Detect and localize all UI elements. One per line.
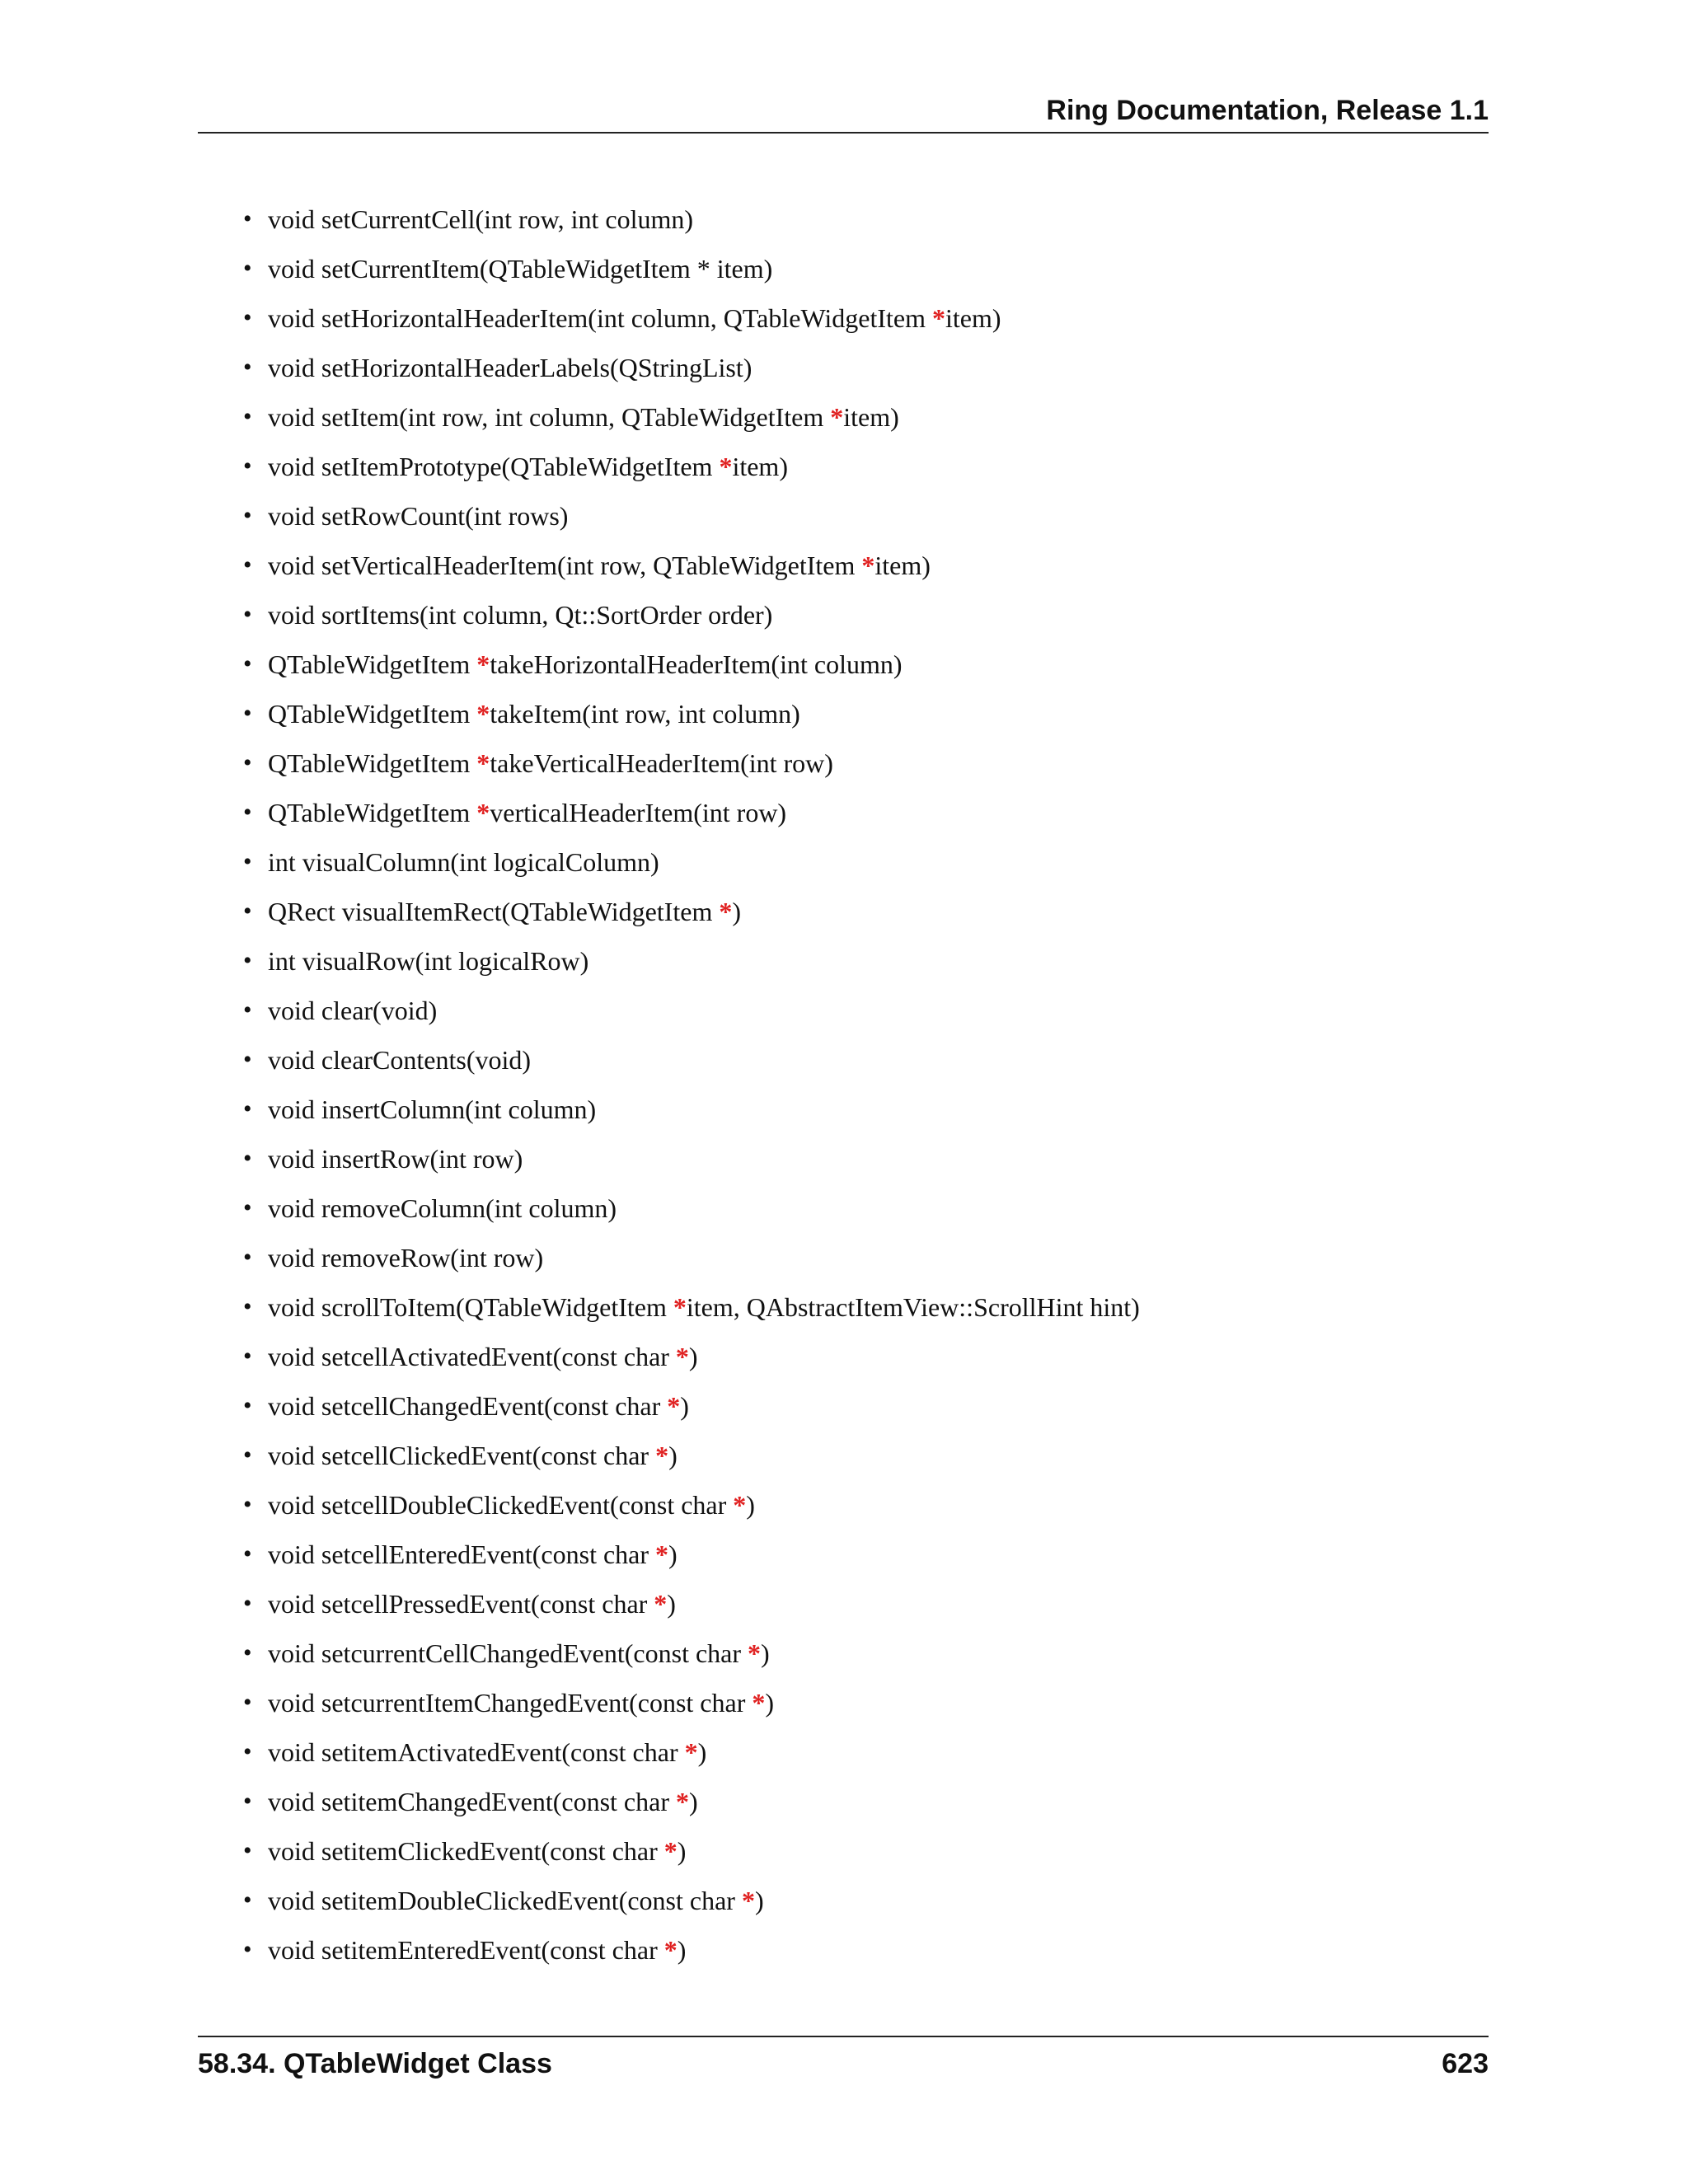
list-item bbox=[243, 1826, 1140, 1876]
method-signature-text: void setVerticalHeaderItem(int row, QTableWidgetItem bbox=[268, 551, 862, 580]
bullet-icon: • bbox=[243, 1441, 252, 1469]
bullet-icon: • bbox=[243, 1343, 252, 1370]
list-item bbox=[243, 689, 1140, 738]
bullet-icon: • bbox=[243, 1046, 252, 1073]
document-title: Ring Documentation, Release 1.1 bbox=[1046, 95, 1489, 126]
method-signature-text: void setitemChangedEvent(const char bbox=[268, 1787, 676, 1816]
method-signature-text: void setcurrentCellChangedEvent(const char bbox=[268, 1638, 748, 1668]
method-signature-tail: ) bbox=[680, 1391, 689, 1421]
list-item bbox=[243, 590, 1140, 640]
pointer-asterisk: * bbox=[663, 1836, 678, 1866]
method-signature-text: void setitemEnteredEvent(const char bbox=[268, 1935, 664, 1965]
bullet-icon: • bbox=[243, 1837, 252, 1864]
method-signature-tail: ) bbox=[754, 1886, 764, 1915]
list-item bbox=[243, 491, 1140, 541]
method-signature-text: void setcellActivatedEvent(const char bbox=[268, 1342, 676, 1371]
method-signature-text: QTableWidgetItem bbox=[268, 748, 477, 778]
list-item bbox=[243, 392, 1140, 442]
list-item bbox=[243, 194, 1140, 244]
bullet-icon: • bbox=[243, 898, 252, 925]
bullet-icon: • bbox=[243, 1293, 252, 1320]
bullet-icon: • bbox=[243, 1788, 252, 1815]
pointer-asterisk: * bbox=[655, 1540, 669, 1569]
method-signature-text: void setRowCount(int rows) bbox=[268, 501, 569, 531]
list-item bbox=[243, 1777, 1140, 1826]
list-item bbox=[243, 837, 1140, 887]
pointer-asterisk: * bbox=[476, 649, 490, 679]
method-signature-tail: takeHorizontalHeaderItem(int column) bbox=[490, 649, 903, 679]
pointer-asterisk: * bbox=[667, 1391, 681, 1421]
bullet-icon: • bbox=[243, 1689, 252, 1716]
method-signature-tail: verticalHeaderItem(int row) bbox=[490, 798, 787, 827]
page-number: 623 bbox=[1442, 2048, 1489, 2079]
method-signature-tail: takeItem(int row, int column) bbox=[490, 699, 800, 729]
bullet-icon: • bbox=[243, 947, 252, 974]
method-signature-text: void setCurrentCell(int row, int column) bbox=[268, 204, 694, 234]
pointer-asterisk: * bbox=[741, 1886, 755, 1915]
bullet-icon: • bbox=[243, 255, 252, 282]
bullet-icon: • bbox=[243, 601, 252, 628]
method-signature-text: void setItem(int row, int column, QTableWidgetItem bbox=[268, 402, 831, 432]
bullet-icon: • bbox=[243, 205, 252, 232]
list-item bbox=[243, 1629, 1140, 1678]
method-signature-tail: takeVerticalHeaderItem(int row) bbox=[490, 748, 833, 778]
method-signature-text: void setHorizontalHeaderItem(int column, QTableWidgetItem bbox=[268, 303, 932, 333]
pointer-asterisk: * bbox=[830, 402, 844, 432]
list-item bbox=[243, 343, 1140, 392]
list-item bbox=[243, 1727, 1140, 1777]
list-item bbox=[243, 936, 1140, 986]
pointer-asterisk: * bbox=[733, 1490, 747, 1520]
list-item bbox=[243, 541, 1140, 590]
method-signature-text: void removeColumn(int column) bbox=[268, 1193, 617, 1223]
list-item bbox=[243, 1085, 1140, 1134]
pointer-asterisk: * bbox=[654, 1589, 668, 1619]
method-signature-tail: item) bbox=[945, 303, 1001, 333]
method-signature-tail: ) bbox=[688, 1342, 698, 1371]
method-signature-text: void setcellPressedEvent(const char bbox=[268, 1589, 654, 1619]
list-item bbox=[243, 442, 1140, 491]
bullet-icon: • bbox=[243, 502, 252, 529]
list-item bbox=[243, 1431, 1140, 1480]
list-item bbox=[243, 1579, 1140, 1629]
method-signature-text: void setitemDoubleClickedEvent(const char bbox=[268, 1886, 742, 1915]
bullet-icon: • bbox=[243, 1491, 252, 1518]
method-signature-tail: ) bbox=[688, 1787, 698, 1816]
bullet-icon: • bbox=[243, 403, 252, 430]
list-item bbox=[243, 1183, 1140, 1233]
bullet-icon: • bbox=[243, 1095, 252, 1122]
list-item bbox=[243, 244, 1140, 293]
list-item bbox=[243, 986, 1140, 1035]
pointer-asterisk: * bbox=[931, 303, 945, 333]
method-signature-tail: item) bbox=[843, 402, 899, 432]
method-signature-text: void removeRow(int row) bbox=[268, 1243, 544, 1272]
method-signature-text: QTableWidgetItem bbox=[268, 798, 477, 827]
method-signature-text: void setitemActivatedEvent(const char bbox=[268, 1737, 685, 1767]
method-signature-text: void setcellEnteredEvent(const char bbox=[268, 1540, 656, 1569]
list-item bbox=[243, 1480, 1140, 1530]
method-signature-text: void setHorizontalHeaderLabels(QStringList) bbox=[268, 353, 753, 382]
method-signature-tail: ) bbox=[667, 1589, 676, 1619]
bullet-icon: • bbox=[243, 452, 252, 480]
bullet-icon: • bbox=[243, 551, 252, 579]
section-title: 58.34. QTableWidget Class bbox=[198, 2048, 552, 2079]
list-item bbox=[243, 887, 1140, 936]
pointer-asterisk: * bbox=[752, 1688, 766, 1718]
pointer-asterisk: * bbox=[476, 748, 490, 778]
bullet-icon: • bbox=[243, 304, 252, 331]
method-signature-text: void clear(void) bbox=[268, 996, 438, 1025]
method-signature-text: int visualRow(int logicalRow) bbox=[268, 946, 589, 976]
method-signature-tail: ) bbox=[765, 1688, 774, 1718]
bullet-icon: • bbox=[243, 1936, 252, 1963]
page-footer bbox=[198, 2036, 1489, 2087]
bullet-icon: • bbox=[243, 799, 252, 826]
method-signature-text: void insertRow(int row) bbox=[268, 1144, 523, 1174]
pointer-asterisk: * bbox=[655, 1441, 669, 1470]
page-header bbox=[198, 92, 1489, 134]
list-item bbox=[243, 1530, 1140, 1579]
bullet-icon: • bbox=[243, 1540, 252, 1568]
method-signature-text: void setItemPrototype(QTableWidgetItem bbox=[268, 452, 720, 481]
list-item bbox=[243, 738, 1140, 788]
bullet-icon: • bbox=[243, 1639, 252, 1666]
list-item bbox=[243, 1925, 1140, 1975]
method-signature-tail: ) bbox=[677, 1935, 687, 1965]
method-signature-tail: ) bbox=[668, 1441, 678, 1470]
method-signature-text: void insertColumn(int column) bbox=[268, 1094, 597, 1124]
method-signature-tail: item, QAbstractItemView::ScrollHint hint) bbox=[686, 1292, 1140, 1322]
method-signature-text: void setcellChangedEvent(const char bbox=[268, 1391, 668, 1421]
bullet-icon: • bbox=[243, 1392, 252, 1419]
pointer-asterisk: * bbox=[861, 551, 875, 580]
bullet-icon: • bbox=[243, 1145, 252, 1172]
pointer-asterisk: * bbox=[684, 1737, 698, 1767]
bullet-icon: • bbox=[243, 700, 252, 727]
method-signature-tail: ) bbox=[668, 1540, 678, 1569]
method-signature-text: QTableWidgetItem bbox=[268, 649, 477, 679]
method-signature-tail: ) bbox=[677, 1836, 687, 1866]
method-signature-tail: ) bbox=[732, 897, 742, 926]
pointer-asterisk: * bbox=[719, 452, 733, 481]
pointer-asterisk: * bbox=[748, 1638, 762, 1668]
pointer-asterisk: * bbox=[675, 1787, 689, 1816]
bullet-icon: • bbox=[243, 848, 252, 875]
list-item bbox=[243, 1134, 1140, 1183]
method-signature-text: QRect visualItemRect(QTableWidgetItem bbox=[268, 897, 720, 926]
list-item bbox=[243, 640, 1140, 689]
list-item bbox=[243, 1876, 1140, 1925]
method-signature-text: void setcellDoubleClickedEvent(const char bbox=[268, 1490, 734, 1520]
pointer-asterisk: * bbox=[675, 1342, 689, 1371]
bullet-icon: • bbox=[243, 1886, 252, 1914]
method-list bbox=[243, 194, 1140, 1975]
method-signature-text: void setitemClickedEvent(const char bbox=[268, 1836, 664, 1866]
method-signature-text: void setcellClickedEvent(const char bbox=[268, 1441, 656, 1470]
pointer-asterisk: * bbox=[719, 897, 733, 926]
method-signature-text: void clearContents(void) bbox=[268, 1045, 532, 1075]
bullet-icon: • bbox=[243, 1194, 252, 1221]
method-signature-text: void setCurrentItem(QTableWidgetItem * item) bbox=[268, 254, 773, 284]
bullet-icon: • bbox=[243, 996, 252, 1024]
list-item bbox=[243, 1035, 1140, 1085]
pointer-asterisk: * bbox=[673, 1292, 687, 1322]
method-signature-text: void scrollToItem(QTableWidgetItem bbox=[268, 1292, 673, 1322]
list-item bbox=[243, 788, 1140, 837]
method-signature-text: int visualColumn(int logicalColumn) bbox=[268, 847, 659, 877]
method-signature-tail: item) bbox=[874, 551, 931, 580]
method-signature-text: void setcurrentItemChangedEvent(const char bbox=[268, 1688, 753, 1718]
pointer-asterisk: * bbox=[663, 1935, 678, 1965]
pointer-asterisk: * bbox=[476, 699, 490, 729]
method-signature-text: void sortItems(int column, Qt::SortOrder order) bbox=[268, 600, 773, 630]
method-signature-tail: ) bbox=[761, 1638, 770, 1668]
list-item bbox=[243, 293, 1140, 343]
list-item bbox=[243, 1332, 1140, 1381]
bullet-icon: • bbox=[243, 1590, 252, 1617]
method-signature-tail: ) bbox=[746, 1490, 755, 1520]
bullet-icon: • bbox=[243, 1244, 252, 1271]
method-signature-tail: ) bbox=[697, 1737, 707, 1767]
bullet-icon: • bbox=[243, 650, 252, 677]
list-item bbox=[243, 1381, 1140, 1431]
method-signature-tail: item) bbox=[732, 452, 788, 481]
bullet-icon: • bbox=[243, 1738, 252, 1765]
list-item bbox=[243, 1282, 1140, 1332]
pointer-asterisk: * bbox=[476, 798, 490, 827]
list-item bbox=[243, 1678, 1140, 1727]
method-signature-text: QTableWidgetItem bbox=[268, 699, 477, 729]
list-item bbox=[243, 1233, 1140, 1282]
bullet-icon: • bbox=[243, 354, 252, 381]
bullet-icon: • bbox=[243, 749, 252, 776]
